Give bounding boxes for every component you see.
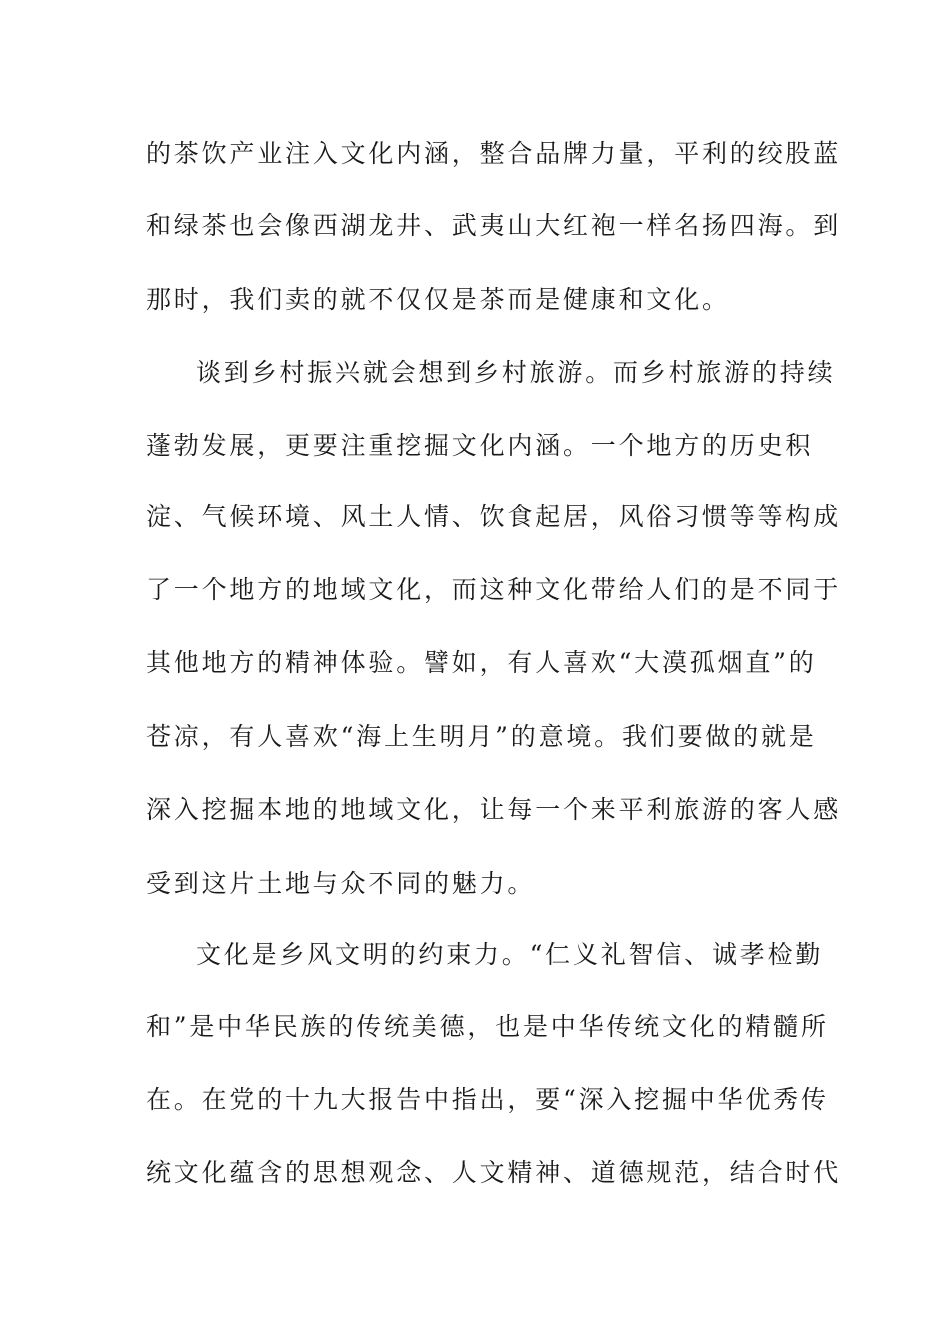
text-line: 统文化蕴含的思想观念、人文精神、道德规范，结合时代 [146,1158,842,1187]
text-line: 的茶饮产业注入文化内涵，整合品牌力量，平利的绞股蓝 [146,139,842,168]
text-line: 了一个地方的地域文化，而这种文化带给人们的是不同于 [146,575,842,604]
text-line: 和绿茶也会像西湖龙井、武夷山大红袍一样名扬四海。到 [146,211,842,240]
text-line: 深入挖掘本地的地域文化，让每一个来平利旅游的客人感 [146,795,842,824]
text-line: 苍凉，有人喜欢“海上生明月”的意境。我们要做的就是 [146,722,817,751]
paragraph-first-line: 谈到乡村振兴就会想到乡村旅游。而乡村旅游的持续 [196,358,836,387]
text-line: 和”是中华民族的传统美德，也是中华传统文化的精髓所 [146,1012,829,1041]
paragraph-first-line: 文化是乡风文明的约束力。“仁义礼智信、诚孝检勤 [196,940,824,969]
text-line: 淀、气候环境、风土人情、饮食起居，风俗习惯等等构成 [146,502,842,531]
text-line: 那时，我们卖的就不仅仅是茶而是健康和文化。 [146,285,730,314]
text-line: 其他地方的精神体验。譬如，有人喜欢“大漠孤烟直”的 [146,648,817,677]
text-line: 受到这片土地与众不同的魅力。 [146,869,536,898]
text-line: 蓬勃发展，更要注重挖掘文化内涵。一个地方的历史积 [146,431,814,460]
text-line: 在。在党的十九大报告中指出，要“深入挖掘中华优秀传 [146,1085,829,1114]
